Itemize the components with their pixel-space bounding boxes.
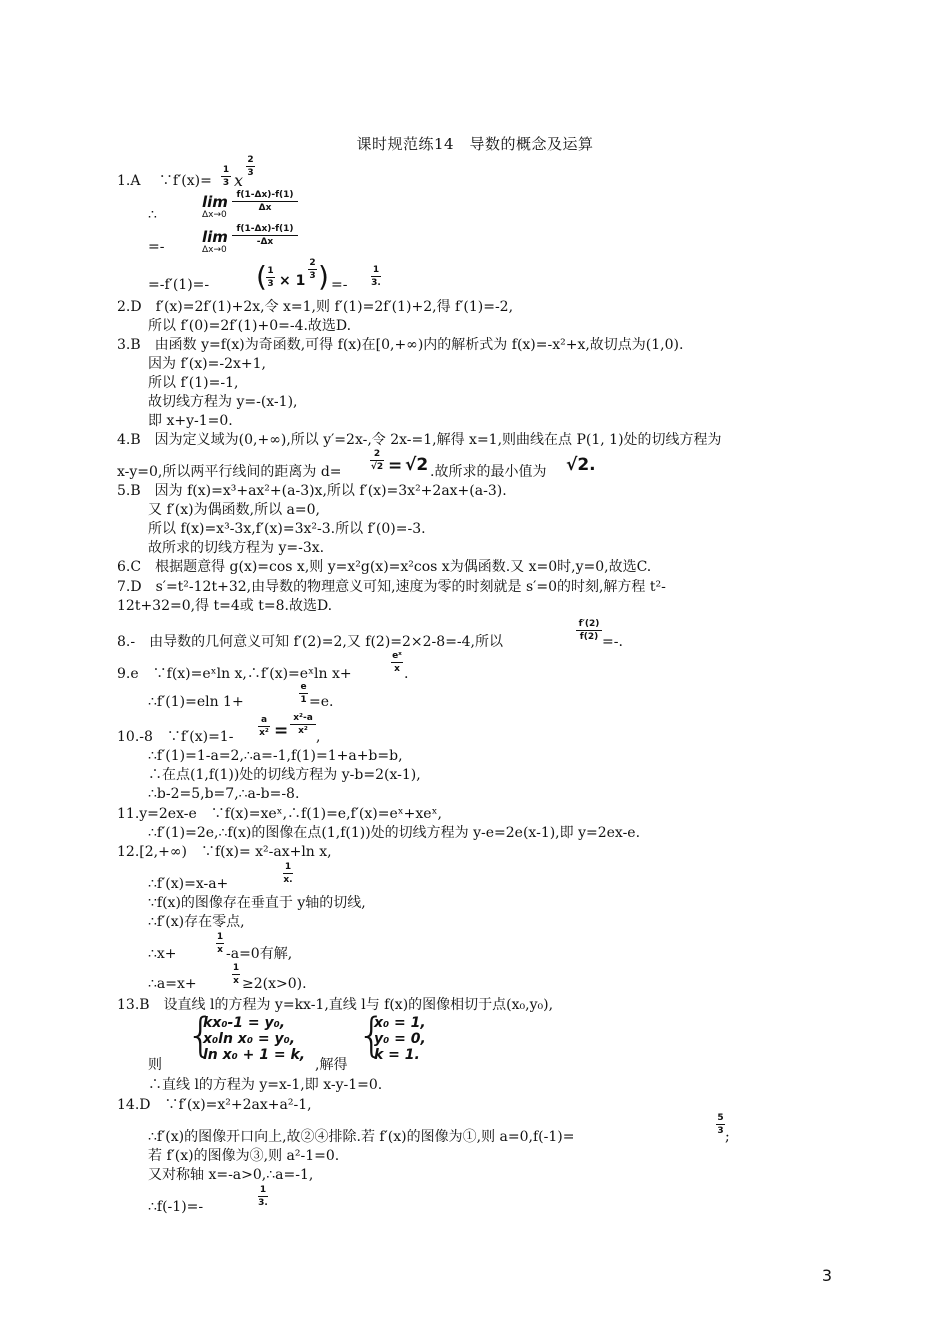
answer-8-line: 8.- 由导数的几何意义可知 f′(2)=2,又 f(2)=2×2-8=-4,所以 [117, 634, 504, 650]
fraction: 1 x [232, 963, 240, 986]
answer-14-line: 若 f′(x)的图像为③,则 a²-1=0. [148, 1148, 340, 1164]
answer-5-line: 又 f′(x)为偶函数,所以 a=0, [148, 502, 320, 518]
answer-4-line: .故所求的最小值为 [430, 464, 547, 480]
fraction: 1 x [216, 932, 224, 955]
answer-12-line: -a=0有解, [226, 946, 293, 962]
answer-10-line: 10.-8 ∵f′(x)=1- [117, 729, 234, 745]
answer-5-line: 故所求的切线方程为 y=-3x. [148, 540, 325, 556]
answer-12-line: ∴f′(x)=x-a+ [148, 876, 229, 892]
answer-7-line: 7.D s′=t²-12t+32,由导数的物理意义可知,速度为零的时刻就是 s′=0的时刻,解方程 t²- [117, 579, 666, 595]
fraction: f(1-Δx)-f(1) -Δx [232, 224, 298, 247]
answer-10-line: ∴b-2=5,b=7,∴a-b=-8. [148, 786, 300, 802]
fraction: 1 3. [371, 265, 381, 288]
answer-3-line: 3.B 由函数 y=f(x)为奇函数,可得 f(x)在[0,+∞)内的解析式为 f(x)=-x²+x,故切点为(1,0). [117, 337, 684, 353]
answer-4-line: x-y=0,所以两平行线间的距离为 d= [117, 464, 342, 480]
answer-9-line: 9.e ∵f(x)=eˣln x,∴f′(x)=eˣln x+ [117, 666, 352, 682]
answer-13-line: ,解得 [315, 1057, 348, 1073]
fraction: 1 3. [258, 1185, 268, 1208]
answer-9-line: ∴f′(1)=eln 1+ [148, 694, 244, 710]
answer-3-line: 即 x+y-1=0. [148, 413, 233, 429]
fraction: 5 3 [717, 1113, 724, 1136]
answer-8-line: =-. [602, 634, 623, 650]
period: . [404, 666, 409, 682]
fraction: e 1 [300, 682, 307, 705]
answer-10-line: ∴f′(1)=1-a=2,∴a=-1,f(1)=1+a+b=b, [148, 748, 403, 764]
equals-line: =- [148, 239, 165, 255]
fraction: 1 3 [222, 165, 230, 188]
fraction: 2 √2 [370, 449, 384, 472]
fraction: f(1-Δx)-f(1) Δx [232, 190, 298, 213]
minus-sign: =- [331, 277, 348, 293]
answer-14-line: ∴f′(x)的图像开口向上,故②④排除.若 f′(x)的图像为①,则 a=0,f(-1)= [148, 1129, 575, 1145]
result-line: =-f′(1)=- [148, 277, 210, 293]
solution-system: x₀ = 1, y₀ = 0, k = 1. [374, 1015, 426, 1063]
sqrt-two: √2. [566, 455, 596, 475]
right-paren: ) [318, 260, 329, 293]
page-number: 3 [821, 1266, 832, 1285]
answer-5-line: 所以 f(x)=x³-3x,f′(x)=3x²-3.所以 f′(0)=-3. [148, 521, 426, 537]
answer-13-line: 13.B 设直线 l的方程为 y=kx-1,直线 l与 f(x)的图像相切于点(x₀,y₀), [117, 997, 554, 1013]
left-paren: ( [256, 260, 267, 293]
exponent-fraction: 2 3 [247, 155, 254, 178]
answer-13-line: 则 [148, 1057, 162, 1073]
equation-system: kx₀-1 = y₀, x₀ln x₀ = y₀, ln x₀ + 1 = k, [203, 1015, 306, 1063]
page-title: 课时规范练14 导数的概念及运算 [356, 135, 594, 153]
exponent-fraction: 2 3 [309, 258, 316, 281]
fraction: f′(2) f(2) [576, 619, 602, 642]
answer-4-line: 4.B 因为定义域为(0,+∞),所以 y′=2x-,令 2x-=1,解得 x=1,则曲线在点 P(1, 1)处的切线方程为 [117, 432, 722, 448]
answer-2-line: 2.D f′(x)=2f′(1)+2x,令 x=1,则 f′(1)=2f′(1)+2,得 f′(1)=-2, [117, 299, 514, 315]
answer-9-line: =e. [309, 694, 334, 710]
left-brace: { [357, 1008, 387, 1062]
answer-3-line: 故切线方程为 y=-(x-1), [148, 394, 298, 410]
sqrt-two: √2 [405, 455, 429, 475]
answer-12-line: ∴f′(x)存在零点, [148, 914, 245, 930]
answer-14-line: 又对称轴 x=-a>0,∴a=-1, [148, 1167, 314, 1183]
therefore-line: ∴ [148, 207, 157, 223]
answer-1-line: 1.A ∵f′(x)= [117, 173, 212, 189]
fraction: 1 3 [267, 266, 274, 289]
answer-5-line: 5.B 因为 f(x)=x³+ax²+(a-3)x,所以 f′(x)=3x²+2ax+(a-3). [117, 483, 507, 499]
answer-6-line: 6.C 根据题意得 g(x)=cos x,则 y=x²g(x)=x²cos x为偶函数.又 x=0时,y=0,故选C. [117, 559, 652, 575]
answer-11-line: 11.y=2ex-e ∵f(x)=xeˣ,∴f(1)=e,f′(x)=eˣ+xeˣ, [117, 806, 442, 822]
answer-14-line: 14.D ∵f′(x)=x²+2ax+a²-1, [117, 1097, 312, 1113]
equals-sign: = [388, 456, 403, 476]
answer-12-line: 12.[2,+∞) ∵f(x)= x²-ax+ln x, [117, 844, 332, 860]
comma: , [316, 729, 321, 745]
answer-14-line: ∴f(-1)=- [148, 1199, 204, 1215]
fraction: a x² [259, 715, 269, 738]
answer-3-line: 所以 f′(1)=-1, [148, 375, 239, 391]
answer-13-line: ∴直线 l的方程为 y=x-1,即 x-y-1=0. [148, 1077, 383, 1093]
times-one: × 1 [279, 273, 306, 289]
semicolon: ; [725, 1129, 730, 1145]
answer-2-line: 所以 f′(0)=2f′(1)+0=-4.故选D. [148, 318, 352, 334]
limit-expression: lim Δx→0 [202, 228, 228, 255]
answer-7-line: 12t+32=0,得 t=4或 t=8.故选D. [117, 598, 333, 614]
answer-3-line: 因为 f′(x)=-2x+1, [148, 356, 266, 372]
limit-expression: lim Δx→0 [202, 193, 228, 220]
answer-10-line: ∴在点(1,f(1))处的切线方程为 y-b=2(x-1), [148, 767, 421, 783]
answer-12-line: ∴x+ [148, 946, 177, 962]
fraction: 1 x. [283, 862, 293, 885]
variable-x: x [234, 171, 244, 190]
equals-sign: = [274, 721, 289, 741]
answer-11-line: ∴f′(1)=2e,∴f(x)的图像在点(1,f(1))处的切线方程为 y-e=2e(x-1),即 y=2ex-e. [148, 825, 641, 841]
fraction: eˣ x [392, 651, 402, 674]
left-brace: { [186, 1008, 216, 1062]
answer-12-line: ∴a=x+ [148, 976, 197, 992]
answer-12-line: ≥2(x>0). [242, 976, 307, 992]
fraction: x²-a x² [290, 713, 316, 736]
answer-12-line: ∵f(x)的图像存在垂直于 y轴的切线, [148, 895, 366, 911]
